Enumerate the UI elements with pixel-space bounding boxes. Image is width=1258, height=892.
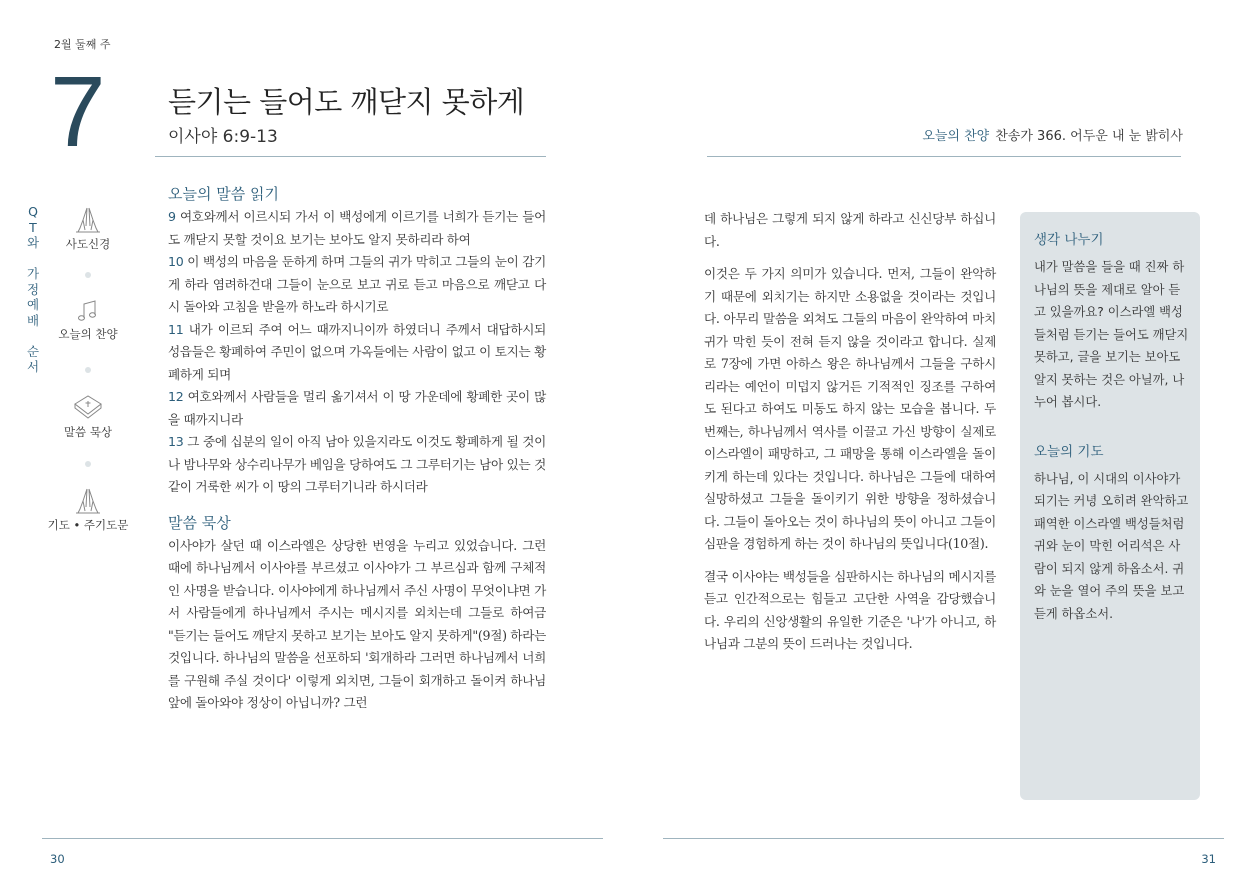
music-note-icon	[75, 298, 101, 324]
header-divider-left	[155, 156, 546, 157]
meditation-paragraph: 결국 이사야는 백성들을 심판하시는 하나님의 메시지를 듣고 인간적으로는 힘들고 고단한 사역을 감당했습니다. 우리의 신앙생활의 유일한 기준은 '나'가 아니고, 하나님과 그분의 뜻이 드러나는 것입니다.	[704, 568, 996, 651]
vertical-char: 와	[26, 235, 40, 250]
vertical-char: T	[29, 219, 37, 235]
verse-text: 여호와께서 사람들을 멀리 옮기셔서 이 땅 가운데에 황폐한 곳이 많을 때까지니라	[168, 389, 546, 427]
praying-hands-icon	[72, 206, 104, 234]
page-title: 듣기는 들어도 깨닫지 못하게	[168, 85, 525, 119]
day-number: 7	[50, 56, 106, 168]
vertical-char: 배	[26, 312, 40, 328]
sharing-text: 내가 말씀을 들을 때 진짜 하나님의 뜻을 제대로 알아 듣고 있을까요? 이스라엘 백성들처럼 듣기는 들어도 깨닫지 못하고, 글을 보기는 보아도 알지 못하는 것은 아닐까, 나누어 봅시다.	[1034, 260, 1189, 409]
verse-number: 11	[168, 321, 184, 337]
hymn-line	[922, 125, 1183, 144]
verse-10	[168, 251, 546, 319]
meditation-paragraph: 이것은 두 가지 의미가 있습니다. 먼저, 그들이 완악하기 때문에 외치기는 하지만 소용없을 것이라는 것입니다. 아무리 말씀을 외쳐도 그들의 마음이 완악하여 마치 귀가 막힌 듯이 전혀 듣지 않을 것이라고 합니다. 실제로 7장에 가면 아하스 왕은 하나님께서 그들을 구하시리라는 예언이 미덥지 않거든 기적적인 징조를 구하여도 된다고 하여도 미동도 하지 않는 모습을 봅니다. 두 번째는, 하나님께서 역사를 이끌고 가신 방향이 실제로 이스라엘이 패망하고, 그 패망을 통해 이스라엘을 돌이키게 하는데 있다는 것입니다. 하나님은 그들에 대하여 실망하셨고 그들을 돌이키기 위한 방향을 정하셨습니다. 그들이 돌아오는 것이 하나님의 뜻이 아니고 그들이 심판을 경험하게 하는 것이 하나님의 뜻입니다(10절).	[704, 266, 996, 551]
verse-text: 이 백성의 마음을 둔하게 하며 그들의 귀가 막히고 그들의 눈이 감기게 하라 염려하건대 그들이 눈으로 보고 귀로 듣고 마음으로 깨닫고 다시 돌아와 고침을 받을까 하노라 하시기로	[168, 254, 546, 314]
verse-number: 9	[168, 209, 176, 224]
verse-9	[168, 206, 546, 251]
prayer-text: 하나님, 이 시대의 이사야가 되기는 커녕 오히려 완악하고 패역한 이스라엘 백성들처럼 귀와 눈이 막힌 어리석은 사람이 되지 않게 하옵소서. 귀와 눈을 열어 주의 뜻을 보고 듣게 하옵소서.	[1034, 471, 1189, 621]
right-column	[704, 208, 996, 666]
verse-number: 13	[168, 434, 184, 449]
vertical-char: 가	[26, 266, 40, 281]
step-label: 말씀 묵상	[63, 425, 113, 439]
vertical-char: 예	[26, 297, 40, 312]
step-apostles-creed	[38, 206, 138, 252]
footer-divider-right	[663, 838, 1224, 839]
meditation-heading: 말씀 묵상	[168, 513, 231, 532]
step-todays-hymn	[38, 298, 138, 342]
meditation-text-left: 이사야가 살던 때 이스라엘은 상당한 번영을 누리고 있었습니다. 그런 때에 하나님께서 이사야를 부르셨고 이사야가 그 부르심과 함께 구체적인 사명을 받습니다. 이사야에게 하나님께서 주신 사명이 무엇이냐면 가서 사람들에게 하나님께서 주시는 메시지를 외치는데 그들로 하여금 "듣기는 들어도 깨닫지 못하고 보기는 보아도 알지 못하게"(9절) 하라는 것입니다. 하나님의 말씀을 선포하되 '회개하라 그러면 하나님께서 너희를 구원해 주실 것이다' 이렇게 외치면, 그들이 회개하고 돌이켜 하나님 앞에 돌아와야 정상이 아닙니까? 그런	[168, 537, 546, 710]
step-separator-dot	[85, 272, 91, 278]
page-number-left: 30	[50, 852, 65, 866]
vertical-char: 순	[26, 343, 40, 359]
praying-hands-icon	[72, 487, 104, 515]
step-label: 오늘의 찬양	[58, 327, 118, 341]
verse-11	[168, 319, 546, 387]
verse-12	[168, 386, 546, 431]
vertical-char	[26, 251, 40, 267]
page-number-right: 31	[1201, 852, 1216, 866]
sharing-prayer-box	[1020, 212, 1200, 800]
verse-number: 10	[168, 254, 184, 269]
step-separator-dot	[85, 461, 91, 467]
verse-text: 그 중에 십분의 일이 아직 남아 있을지라도 이것도 황폐하게 될 것이나 밤나무와 상수리나무가 베임을 당하여도 그 그루터기는 남아 있는 것 같이 거룩한 씨가 이 땅의 그루터기니라 하시더라	[168, 434, 546, 494]
step-label: 사도신경	[65, 237, 111, 251]
meditation-paragraph: 데 하나님은 그렇게 되지 않게 하라고 신신당부 하십니다.	[704, 211, 996, 249]
verse-13	[168, 431, 546, 499]
verse-number: 12	[168, 389, 184, 404]
step-prayer	[38, 487, 138, 533]
hymn-text: 찬송가 366. 어두운 내 눈 밝히사	[995, 129, 1183, 144]
footer-divider-left	[42, 838, 603, 839]
sharing-heading: 생각 나누기	[1034, 232, 1104, 248]
verse-text: 내가 이르되 주여 어느 때까지니이까 하였더니 주께서 대답하시되 성읍들은 황폐하여 주민이 없으며 가옥들에는 사람이 없고 이 토지는 황폐하게 되며	[168, 321, 546, 382]
hymn-label: 오늘의 찬양	[922, 129, 990, 144]
left-column	[168, 184, 546, 715]
step-word-meditation	[38, 392, 138, 440]
vertical-char: 서	[26, 359, 40, 374]
bible-icon	[72, 392, 104, 422]
vertical-char: 정	[26, 281, 40, 297]
scripture-reference: 이사야 6:9-13	[168, 127, 278, 147]
prayer-heading: 오늘의 기도	[1034, 443, 1104, 460]
reading-heading: 오늘의 말씀 읽기	[168, 185, 279, 203]
vertical-char: Q	[28, 204, 38, 219]
step-label: 기도 • 주기도문	[47, 518, 129, 532]
header-divider-right	[707, 156, 1181, 157]
verse-text: 여호와께서 이르시되 가서 이 백성에게 이르기를 너희가 듣기는 들어도 깨닫지 못할 것이요 보기는 보아도 알지 못하리라 하여	[168, 209, 546, 247]
week-label: 2월 둘째 주	[54, 38, 111, 51]
step-separator-dot	[85, 367, 91, 373]
